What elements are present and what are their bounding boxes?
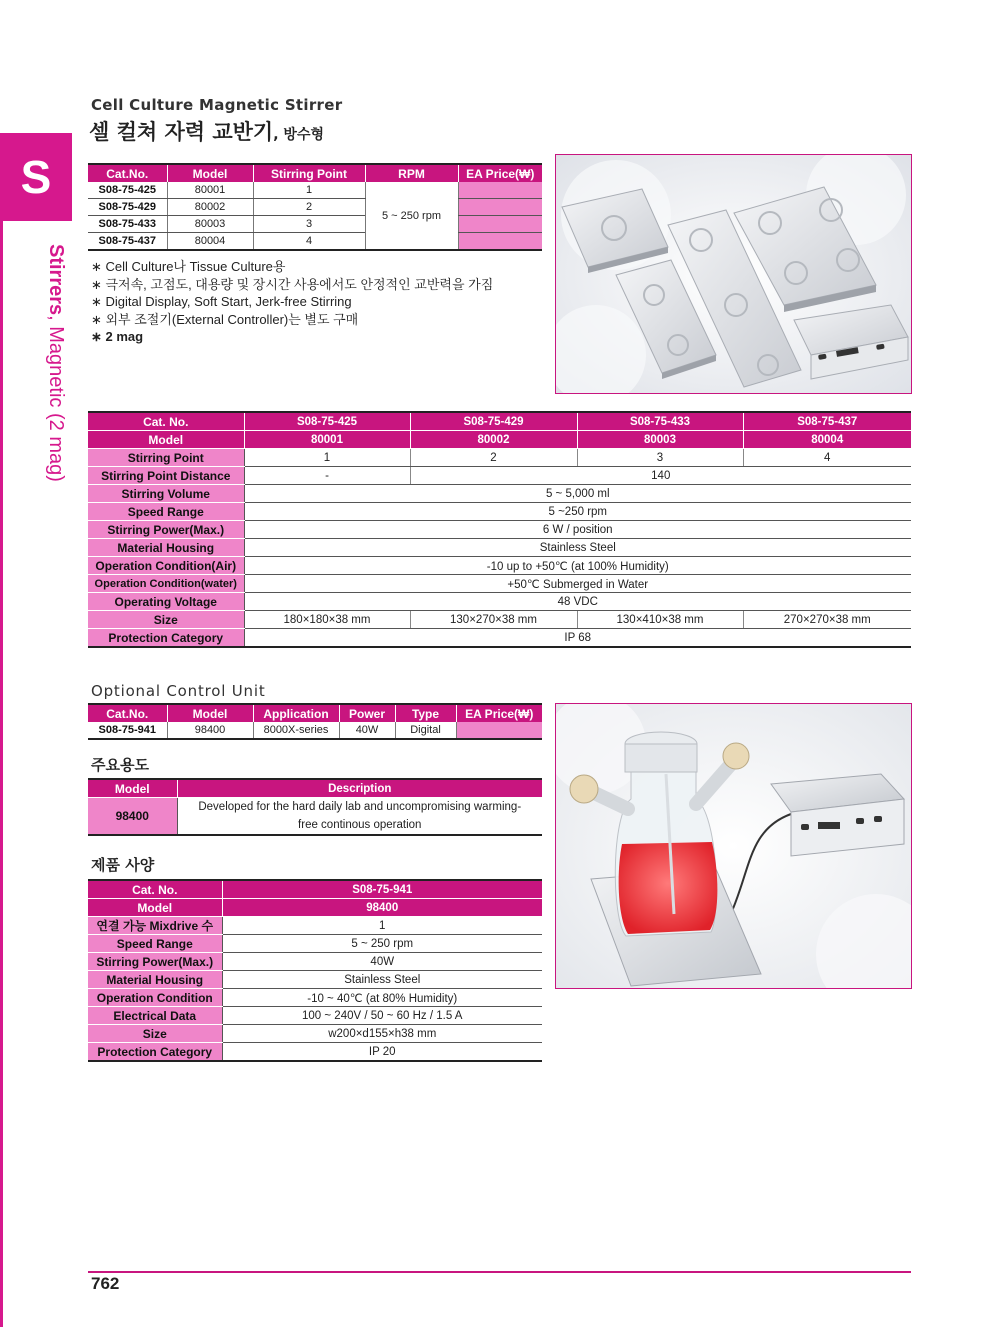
rpm-value: 5 ~ 250 rpm <box>365 182 458 250</box>
cat-no: S08-75-941 <box>88 722 167 739</box>
col-description: Description <box>177 779 542 798</box>
col-model: Model <box>167 164 253 182</box>
flask-on-stirrer-illustration <box>556 704 911 988</box>
stirrer-plates-illustration <box>556 155 911 393</box>
spec-label: Operation Condition(water) <box>88 575 244 593</box>
type: Digital <box>395 722 456 739</box>
side-category-bold: Stirrers <box>45 244 67 316</box>
power: 40W <box>339 722 395 739</box>
spec-value: Stainless Steel <box>222 971 542 989</box>
spec-label: Stirring Point Distance <box>88 467 244 485</box>
section-tab <box>0 133 72 221</box>
price-cell <box>458 216 542 233</box>
spec-value: +50℃ Submerged in Water <box>244 575 911 593</box>
spec-value: IP 20 <box>222 1043 542 1062</box>
spec-value: 140 <box>410 467 911 485</box>
spec-model: 80002 <box>410 431 577 449</box>
spec-table-controller <box>88 879 542 1062</box>
spec-value: Stainless Steel <box>244 539 911 557</box>
stirring-point: 2 <box>253 199 365 216</box>
col-model: Model <box>167 704 253 722</box>
title-korean-suffix: , 방수형 <box>273 127 324 143</box>
spec-value: - <box>244 467 410 485</box>
spec-value: 48 VDC <box>244 593 911 611</box>
spec-label: Electrical Data <box>88 1007 222 1025</box>
usage-description <box>177 798 542 836</box>
price-cell <box>456 722 542 739</box>
model: 80003 <box>167 216 253 233</box>
spec-label: Stirring Power(Max.) <box>88 521 244 539</box>
spec-label: Size <box>88 611 244 629</box>
model: 80001 <box>167 182 253 199</box>
usage-description-line: free continous operation <box>298 819 422 831</box>
spec-cat: S08-75-433 <box>577 412 743 431</box>
footer-rule <box>88 1271 911 1273</box>
price-cell <box>458 182 542 199</box>
cat-no: S08-75-437 <box>88 233 167 251</box>
table-row <box>88 233 542 251</box>
col-cat: Cat.No. <box>88 164 167 182</box>
spec-value: 270×270×38 mm <box>743 611 911 629</box>
application: 8000X-series <box>253 722 339 739</box>
feature-item: ∗ 극저속, 고점도, 대용량 및 장시간 사용에서도 안정적인 교반력을 가짐 <box>91 276 494 292</box>
spec-value: 5 ~ 5,000 ml <box>244 485 911 503</box>
spec-value: 130×270×38 mm <box>410 611 577 629</box>
spec-label: Protection Category <box>88 629 244 648</box>
title-english: Cell Culture Magnetic Stirrer <box>91 96 343 114</box>
section-letter: S <box>20 151 52 203</box>
spec-value: 5 ~ 250 rpm <box>222 935 542 953</box>
usage-table <box>88 778 542 836</box>
spec-value: -10 up to +50℃ (at 100% Humidity) <box>244 557 911 575</box>
spec-label: Model <box>88 431 244 449</box>
spec-value: IP 68 <box>244 629 911 648</box>
spec-value: 2 <box>410 449 577 467</box>
spec-value: 40W <box>222 953 542 971</box>
optional-title: Optional Control Unit <box>91 682 266 700</box>
title-korean-main: 셀 컬쳐 자력 교반기 <box>89 120 274 144</box>
spec-value: 4 <box>743 449 911 467</box>
col-application: Application <box>253 704 339 722</box>
col-model: Model <box>88 779 177 798</box>
spec-label: Material Housing <box>88 971 222 989</box>
spec-value: 6 W / position <box>244 521 911 539</box>
side-category-rest: , Magnetic (2 mag) <box>45 315 67 482</box>
spec-value: 1 <box>222 917 542 935</box>
spec-value: 5 ~250 rpm <box>244 503 911 521</box>
side-category-label <box>44 244 67 482</box>
spec-value: 1 <box>244 449 410 467</box>
feature-item: ∗ 2 mag <box>91 329 144 344</box>
cat-no: S08-75-425 <box>88 182 167 199</box>
title-korean <box>89 116 324 146</box>
product-photo-controller <box>555 703 912 989</box>
col-point: Stirring Point <box>253 164 365 182</box>
spec-label: Operation Condition(Air) <box>88 557 244 575</box>
col-cat: Cat.No. <box>88 704 167 722</box>
spec-label: Operating Voltage <box>88 593 244 611</box>
col-power: Power <box>339 704 395 722</box>
product-photo-stirrers <box>555 154 912 394</box>
stirring-point: 4 <box>253 233 365 251</box>
side-rule <box>0 221 3 1327</box>
feature-list <box>91 258 493 346</box>
spec-model: 80004 <box>743 431 911 449</box>
stirring-point: 1 <box>253 182 365 199</box>
spec-value: 130×410×38 mm <box>577 611 743 629</box>
spec-value: S08-75-941 <box>222 880 542 899</box>
table-row <box>88 722 542 739</box>
spec-value: 98400 <box>222 899 542 917</box>
price-cell <box>458 233 542 251</box>
col-price: EA Price(₩) <box>456 704 542 722</box>
spec-label: Size <box>88 1025 222 1043</box>
spec-label: Speed Range <box>88 935 222 953</box>
stirring-point: 3 <box>253 216 365 233</box>
spec2-title: 제품 사양 <box>91 856 155 874</box>
col-rpm: RPM <box>365 164 458 182</box>
usage-model: 98400 <box>88 798 177 836</box>
spec-label: Cat. No. <box>88 412 244 431</box>
cat-no: S08-75-433 <box>88 216 167 233</box>
spec-label: Stirring Power(Max.) <box>88 953 222 971</box>
spec-value: 100 ~ 240V / 50 ~ 60 Hz / 1.5 A <box>222 1007 542 1025</box>
model: 80004 <box>167 233 253 251</box>
spec-label: Speed Range <box>88 503 244 521</box>
model: 98400 <box>167 722 253 739</box>
page-number: 762 <box>91 1274 120 1293</box>
spec-label: Cat. No. <box>88 880 222 899</box>
spec-model: 80003 <box>577 431 743 449</box>
spec-table-stirrers <box>88 411 911 648</box>
spec-label: Model <box>88 899 222 917</box>
feature-item: ∗ Cell Culture나 Tissue Culture용 <box>91 259 286 274</box>
col-type: Type <box>395 704 456 722</box>
optional-table <box>88 703 542 740</box>
usage-description-line: Developed for the hard daily lab and uncompromising warming- <box>198 801 522 813</box>
table-row <box>88 182 542 199</box>
spec-label: Stirring Point <box>88 449 244 467</box>
spec-cat: S08-75-429 <box>410 412 577 431</box>
spec-cat: S08-75-437 <box>743 412 911 431</box>
table-row <box>88 199 542 216</box>
spec-label: Stirring Volume <box>88 485 244 503</box>
price-cell <box>458 199 542 216</box>
spec-value: -10 ~ 40℃ (at 80% Humidity) <box>222 989 542 1007</box>
spec-value: w200×d155×h38 mm <box>222 1025 542 1043</box>
feature-item: ∗ Digital Display, Soft Start, Jerk-free Stirring <box>91 294 352 309</box>
col-price: EA Price(₩) <box>458 164 542 182</box>
cat-no: S08-75-429 <box>88 199 167 216</box>
spec-label: Operation Condition <box>88 989 222 1007</box>
spec-cat: S08-75-425 <box>244 412 410 431</box>
model: 80002 <box>167 199 253 216</box>
spec-label: 연결 가능 Mixdrive 수 <box>88 917 222 935</box>
feature-item: ∗ 외부 조절기(External Controller)는 별도 구매 <box>91 311 359 327</box>
table-row <box>88 216 542 233</box>
usage-title: 주요용도 <box>91 756 149 774</box>
spec-model: 80001 <box>244 431 410 449</box>
spec-label: Protection Category <box>88 1043 222 1062</box>
spec-label: Material Housing <box>88 539 244 557</box>
product-table <box>88 163 542 251</box>
spec-value: 3 <box>577 449 743 467</box>
spec-value: 180×180×38 mm <box>244 611 410 629</box>
